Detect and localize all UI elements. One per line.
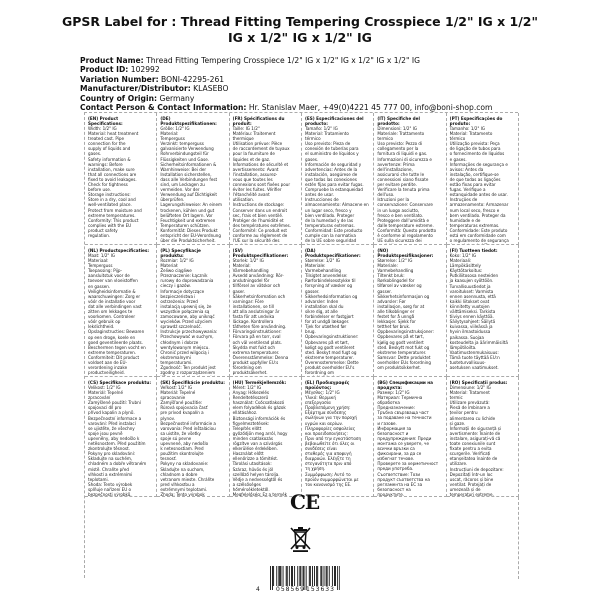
barcode-bar	[289, 566, 290, 586]
language-block-text: Veľkosť: 1/2" IG Materiál: Tepelné spracovanie Zamýšľané použitie: Rúrová spojovacia časť pre prívod kvapalín a plynov. Bezpečnostné informácie a varovania: Pred inštaláciou sa uistite, že všetky spoje sú pevne upevnené, aby nedošlo k netesnostiam. Pred použitím skontrolujte tesnosť. Pokyny na skladovanie: Skladujte na suchom, chladnom a dobre vetranom mieste. Chráňte pred vlhkosťou a extrémnymi teplotami. Zhoda: Tento výrobok	[160, 385, 216, 497]
barcode-bar	[327, 566, 328, 586]
barcode-bar	[317, 566, 318, 586]
language-block-heading: (DE) Produktspezifikationen:	[160, 116, 217, 126]
language-block	[302, 113, 374, 245]
barcode-bar	[278, 566, 279, 586]
barcode-lead-digit: 4	[256, 586, 260, 593]
barcode-bar	[292, 566, 293, 586]
language-block	[85, 245, 157, 377]
language-block-heading: (HU) Termékjellemzők:	[232, 380, 287, 385]
product-id-value: 102992	[130, 65, 160, 75]
language-block-text: Størrelse: 1/2" IG Materiale: Varmebehandling Tilsigtet anvendelse: Rørforbindelsesstykke til forsyning af væsker og gasser. Sikkerhedsinformation og advarsler: Inden installation skal du sikre dig, at alle forbindelser er fastgjort for at undgå lækager. Tjek for utæthed før brug. Opbevaringsinstruktioner: Opbevares på et tørt, køligt og godt ventileret sted. Beskyt mod fugt og ekstreme temperaturer. Overensstemmelse: Dette produkt overholder EU's forordning om	[305, 258, 359, 376]
barcode-bar	[276, 566, 277, 586]
product-id-label: Product ID:	[80, 65, 129, 75]
barcode-bar	[286, 566, 287, 586]
product-name-row	[80, 56, 580, 65]
language-block-text: Taille: IG 1/2" Matériau: Traitement thermique Utilisation prévue: Pièce de raccordement de tuyaux pour la fourniture de liquides et de gaz. Informations de sécurité et avertissements: Avant l'installation, assurez- vous que toutes les connexions sont fixées pour éviter les fuites. Vérifier l'étanchéité avant utilisation. Instructions de stockage: Conserver dans un endroit sec, frais et bien ventilé. Protéger de l'humidité et des températures extrêmes. Conformité: Ce produit est conforme au règlement de l'UE sur la sécurité des	[232, 126, 291, 244]
language-block-text: Maat: 1/2" IG Materiaal: Temperguss Toepassing: Pijp- aansluitstuk voor de toevoer van vloeistoffen en gassen. Veiligheidsinformatie & waarschuwingen: Zorg er vóór de installatie voor dat alle verbindingen vast zitten om lekkages te voorkomen. Controleer vóór gebruik op lekdichtheid. Opslaginstructies: Bewaren op een droge, koele en goed geventileerde plaats. Beschermen tegen vocht en extreme temperaturen. Conformiteit: Dit product voldoet aan de EU- verordening inzake productveiligheid.	[88, 253, 146, 376]
barcode-bar	[316, 566, 317, 586]
language-block-text: Storlek: 1/2" IG Material: Värmebehandling Avsedd användning: Rör- anslutningsdel för tillförsel av vätskor och gaser. Säkerhetsinformation och varningar: Före installationen, se till att alla anslutningar är fasta för att undvika läckage. Kontrollera tätheten före användning. Förvaringsinstruktioner: Förvara på en torr, sval och väl ventilerad plats. Skydda mot fukt och extrema temperaturer. Överensstämmelse: Denna produkt uppfyller EU:s förordning om produktsäkerhet.	[232, 258, 289, 376]
language-block-heading: (IT) Specifiche del prodotto:	[377, 116, 420, 126]
barcode-bar	[314, 566, 315, 586]
barcode-bar	[287, 566, 288, 586]
language-block	[157, 113, 229, 245]
language-block-heading: (ES) Especificaciones del producto:	[305, 116, 364, 126]
country-value: Germany	[159, 93, 195, 103]
language-block-text: Dimensiune: 1/2" IG Material: Tratament termic Utilizare prevăzută: Piesă de îmbinare a țevilor pentru alimentarea cu lichide și gaze. Informații de siguranță și avertismente: Înainte de instalare, asigurați-vă că toate conexiunile sunt fixate pentru a evita scurgerile. Verificați etanșeitatea înainte de utilizare. Instrucțiuni de depozitare: Depozitați într-un loc uscat, răcoros și bine ventilat. Protejați de umezeală și de temperaturi extreme.	[449, 385, 504, 497]
language-block-text: Koko: 1/2" IG Materiaali: Lämpökäsittely Käyttötarkoitus: Putkiliitososa nesteiden ja kaasujen syöttöön. Turvallisuustiedot ja varoitukset: Varmista ennen asennusta, että kaikki liitokset ovat kiinnitetty vuotojen välttämiseksi. Tarkista tiiviys ennen käyttöä. Säilytysohjeet: Säilytä kuivassa, viileässä ja hyvin ilmastoidussa paikassa. Suojaa kosteudelta ja äärimmäisiltä lämpötiloilta. Vaatimustenmukaisuus: Tämä tuote täyttää EU:n tuoteturvallisuus- asetuksen vaatimukset.	[449, 253, 508, 371]
product-id-row	[80, 65, 580, 74]
language-block-heading: (EL) Προδιαγραφές προϊόντος:	[305, 380, 350, 390]
barcode-bar	[335, 566, 336, 586]
barcode-bar	[321, 566, 322, 586]
label-title	[0, 14, 600, 46]
language-block-heading: (FR) Spécifications du produit:	[232, 116, 285, 126]
language-block	[374, 245, 446, 377]
barcode-bar	[310, 566, 311, 586]
variation-label: Variation Number:	[80, 74, 159, 84]
manufacturer-value: KLASEBO	[193, 84, 229, 94]
barcode-group1: 058569	[276, 586, 305, 593]
label-title-line1: GPSR Label for : Thread Fitting Tempering Crosspiece 1/2" IG x 1/2"	[62, 14, 538, 29]
language-block-text: Размер: 1/2" IG Материал: Термична обработка Предназначение: Тръбна свързваща част за подаване на течности и газове. Информация за безопасност и предупреждения: Преди монтажа се уверете, че всички връзки са фиксирани, за да се избегнат течове. Проверете за херметичност преди употреба. Съответствие: Този продукт съответства на регламента на ЕС за безопасност на продуктите.	[377, 390, 439, 497]
ce-mark-icon: CE	[290, 490, 320, 514]
language-block	[157, 377, 229, 497]
language-block	[85, 377, 157, 497]
language-block-heading: (RO) Specificații produs:	[449, 380, 508, 385]
language-block-heading: (PL) Specyfikacje produktu:	[160, 248, 201, 258]
language-block	[447, 377, 519, 497]
language-block-heading: (EN) Product Specifications:	[88, 116, 123, 126]
barcode-bar	[309, 566, 310, 586]
barcode-bar	[283, 566, 284, 586]
language-block-heading: (FI) Tuotteen tiedot:	[449, 248, 498, 253]
barcode-bar	[270, 566, 271, 590]
language-block	[374, 377, 446, 497]
language-block-heading: (NL) Productspecificaties:	[88, 248, 150, 253]
barcode-bar	[273, 566, 274, 586]
barcode-bar	[291, 566, 292, 586]
language-block-text: Størrelse: 1/2" IG Materiale: Varmebehandling Tiltenkt bruk: Rørkoblingsdel for tilførsel av væsker og gasser. Sikkerhetsinformasjon og advarsler: Før installasjon, sørg for at alle tilkoblinger er festet for å unngå lekkasjer. Sjekk for tetthet før bruk. Oppbevaringsinstruksjoner: Oppbevares på et tørt, kjølig og godt ventilert sted. Beskytt mot fukt og ekstreme temperaturer. Samsvar: Dette produktet overholder EUs forordning om produktsikkerhet.	[377, 258, 434, 370]
country-row	[80, 94, 580, 103]
language-block-text: Tamanho: 1/2" IG Material: Tratamento térmico Utilização prevista: Peça de ligação de tubos para o fornecimento de líquidos e gases. Informações de segurança e avisos: Antes da instalação, certifique-se de que todas as ligações estão fixas para evitar fugas. Verifique a estanquidade antes de usar. Instruções de armazenamento: Armazenar num local seco, fresco e bem ventilado. Proteger da humidade e de temperaturas extremas. Conformidade: Este produto está em conformidade com o regulamento de segurança	[449, 126, 509, 244]
manufacturer-row	[80, 84, 580, 93]
barcode-bar	[300, 566, 301, 586]
language-block	[230, 377, 302, 497]
barcode-bar	[326, 566, 327, 586]
language-block	[230, 113, 302, 245]
language-block-text: Rozmiar: 1/2" IG Materiał: Żeliwo ciągliwe Przeznaczenie: Łącznik rurowy do doprowadzania cieczy i gazów. Informacje dotyczące bezpieczeństwa i ostrzeżenia: Przed instalacją upewnij się, że wszystkie połączenia są zamocowane, aby uniknąć wycieków. Przed użyciem sprawdź szczelność. Instrukcje przechowywania: Przechowywać w suchym, chłodnym i dobrze wentylowanym miejscu. Chronić przed wilgocią i ekstremalnymi temperaturami. Zgodność: Ten produkt jest zgodny z rozporządzeniem	[160, 258, 218, 376]
language-block-heading: (DA) Produktspecifikationer:	[305, 248, 361, 258]
barcode-bar	[329, 566, 330, 586]
language-block	[157, 245, 229, 377]
language-block-text: Velikost: 1/2" IG Materiál: Tepelné zpracování Zamýšlené použití: Trubní spojovací díl pro přívod kapalin a plynů. Bezpečnostní informace a varování: Před instalací se ujistěte, že všechny spoje jsou pevně upevněny, aby nedošlo k netěsnostem. Před použitím zkontrolujte těsnost. Pokyny pro skladování: Skladujte na suchém, chladném a dobře větraném místě. Chraňte před vlhkostí a extrémními teplotami. Shoda: Tento výrobek splňuje nařízení EU o bezpečnosti výrobků.	[88, 385, 147, 497]
product-info	[80, 56, 580, 112]
barcode-bar	[312, 566, 313, 586]
variation-value: BONI-42295-261	[161, 74, 225, 84]
language-block	[302, 245, 374, 377]
barcode-bar	[339, 566, 340, 590]
language-block	[447, 113, 519, 245]
language-block	[302, 377, 374, 497]
barcode-bar	[320, 566, 321, 586]
language-block	[447, 245, 519, 377]
barcode-bar	[294, 566, 295, 586]
barcode-bar	[332, 566, 333, 586]
variation-row	[80, 75, 580, 84]
language-block-heading: (CS) Specifikace produktu:	[88, 380, 152, 385]
crossed-out-wheelie-bin-icon	[288, 524, 314, 552]
barcode-bar	[334, 566, 335, 586]
language-block-heading: (SK) Špecifikácie produktu:	[160, 380, 225, 385]
barcode-bar	[299, 566, 300, 586]
language-block-heading: (BG) Спецификации на продукта:	[377, 380, 433, 390]
language-block-heading: (PT) Especificações do produto:	[449, 116, 503, 126]
country-label: Country of Origin:	[80, 93, 158, 103]
barcode-bar	[297, 566, 298, 586]
language-block-text: Μέγεθος: 1/2" IG Υλικό: Θερμική επεξεργασία Προβλεπόμενη χρήση: Εξάρτημα σύνδεσης σωλήνων για την παροχή υγρών και αερίων. Πληροφορίες ασφαλείας και προειδοποιήσεις: Πριν από την εγκατάσταση βεβαιωθείτε ότι όλες οι συνδέσεις είναι σταθερές για αποφυγή διαρροών. Ελέγξτε τη στεγανότητα πριν από τη χρήση. Συμμόρφωση: Αυτό το προϊόν συμμορφώνεται με τον κανονισμό της ΕΕ.	[305, 390, 362, 487]
barcode-bar	[279, 566, 280, 586]
barcode-bar	[303, 566, 304, 586]
language-block	[85, 113, 157, 245]
product-name-label: Product Name:	[80, 56, 144, 65]
contact-value: Hr. Stanislav Maer, +49(0)4221 45 777 00, info@boni-shop.com	[248, 103, 493, 113]
language-block-text: Tamaño: 1/2" IG Material: Tratamiento térmico Uso previsto: Pieza de conexión de tuberías para el suministro de líquidos y gases. Información de seguridad y advertencias: Antes de la instalación, asegúrese de que todas las conexiones estén fijas para evitar fugas. Compruebe la estanqueidad antes de usar. Instrucciones de almacenamiento: Almacene en un lugar seco, fresco y bien ventilado. Proteger de la humedad y de las temperaturas extremas. Conformidad: Este producto cumple con la normativa de la UE sobre seguridad	[305, 126, 369, 244]
contact-label: Contact Person & Contact Information:	[80, 103, 247, 113]
language-block-text: Größe: 1/2" IG Material: Temperguss Verzinkt: temperguss galvanisierte Verwendung Rohrverbindungsteil für Flüssigkeiten und Gase. Sicherheitsinformationen & Warnhinweise: Bei der Installation sicherstellen, dass alle Verbindungen fest sind, um Leckagen zu vermeiden. Vor der Verwendung auf Dichtigkeit überprüfen. Lagerungshinweise: An einem trockenen, kühlen und gut belüfteten Ort lagern. Vor Feuchtigkeit und extremen Temperaturen schützen. Konformität: Dieses Produkt entspricht der EU-Verordnung über die Produktsicherheit.	[160, 126, 222, 244]
barcode-bar	[272, 566, 273, 590]
label-title-line2: IG x 1/2" IG x 1/2" IG	[228, 30, 372, 45]
manufacturer-label: Manufacturer/Distributor:	[80, 84, 191, 94]
language-block-text: Dimensioni: 1/2" IG Materiale: Trattamento termico Uso previsto: Pezzo di collegamento per la fornitura di liquidi e gas. Informazioni di sicurezza e avvertenze: Prima dell'installazione, assicurarsi che tutte le connessioni siano fissate per evitare perdite. Verificare la tenuta prima dell'uso. Istruzioni per la conservazione: Conservare in un luogo asciutto, fresco e ben ventilato. Proteggere dall'umidità e dalle temperature estreme. Conformità: Questo prodotto è conforme al regolamento UE sulla sicurezza dei	[377, 126, 437, 244]
product-name-value: Thread Fitting Tempering Crosspiece 1/2" IG x 1/2" IG x 1/2" IG x 1/2" IG	[146, 56, 420, 65]
language-block	[374, 113, 446, 245]
barcode-bar	[281, 566, 282, 586]
language-block-heading: (SV) Produktspecifikationer:	[232, 248, 289, 258]
barcode-group2: 153633	[306, 586, 335, 593]
language-block-text: Méret: 1/2" IG Anyag: Hőkezelés Rendeltetésszerű használat: Csőcsatlakozó elem folyadékok és gázok ellátásához. Biztonsági információk és figyelmeztetések: Telepítés előtt győződjön meg arról, hogy minden csatlakozás rögzítve van a szivárgás elkerülése érdekében. Használat előtt ellenőrizze a tömítést. Tárolási utasítások: Száraz, hűvös és jól szellőző helyen tárolja. Védje a nedvességtől és a szélsőséges hőmérsékletektől. Megfelelőség: Ez a termék	[232, 385, 288, 497]
language-block-heading: (NO) Produktspesifikasjoner:	[377, 248, 434, 258]
barcode-bar	[337, 566, 338, 590]
language-block-text: Width: 1/2" IG Material: heat treatment treated cast. Pipe connection for the supply of liquids and gases. Safety information & warnings: Before installation, make sure that all connections are fixed to avoid leakages. Check for tightness before use. Storage instructions: Store in a dry, cool and well-ventilated place. Protect from moisture and extreme temperatures. Conformity: This product complies with the EU product safety regulation.	[88, 126, 142, 238]
barcode-bar	[324, 566, 325, 586]
language-block	[230, 245, 302, 377]
